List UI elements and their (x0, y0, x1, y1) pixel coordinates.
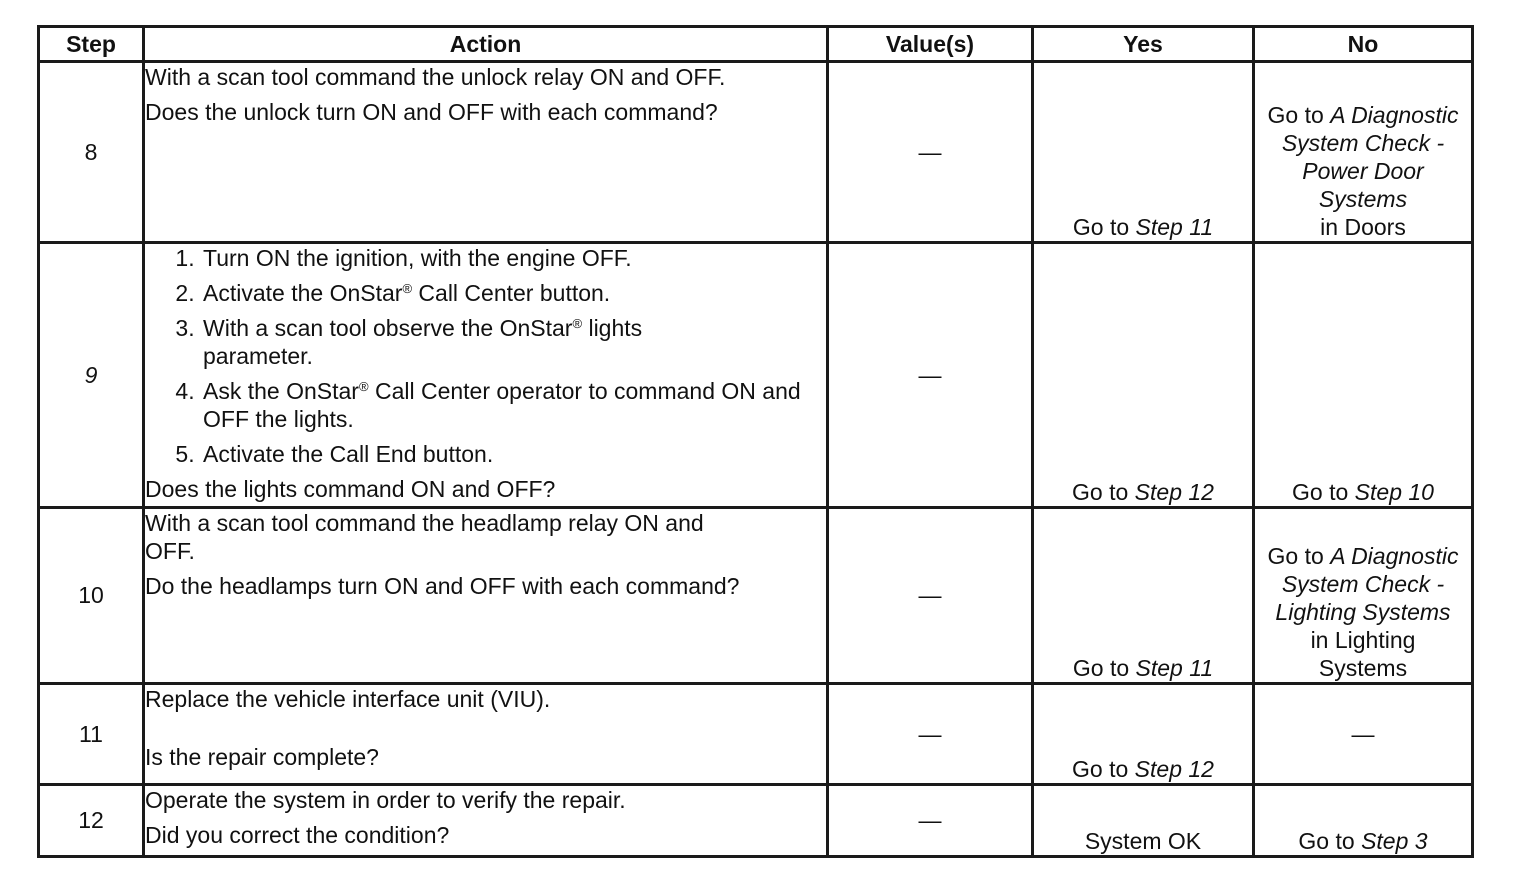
step-number: 11 (39, 684, 144, 785)
action-question: Did you correct the condition? (145, 822, 450, 848)
step-number: 10 (39, 508, 144, 684)
step-number: 8 (39, 62, 144, 243)
action-question: Does the unlock turn ON and OFF with each command? (145, 99, 718, 125)
action-cell (144, 508, 828, 684)
yes-step-link[interactable]: Step 12 (1134, 756, 1214, 782)
value-cell: — (828, 684, 1033, 785)
yes-prefix: Go to (1072, 756, 1135, 782)
action-question: Is the repair complete? (145, 744, 379, 770)
no-step-link[interactable]: Step 10 (1354, 479, 1434, 505)
yes-cell (1033, 62, 1254, 243)
yes-prefix: Go to (1072, 214, 1136, 240)
yes-prefix: Go to (1072, 479, 1135, 505)
action-text: With a scan tool command the unlock relay ON and OFF. (145, 64, 726, 90)
no-reference-link[interactable]: A Diagnostic System Check - Power Door Systems (1281, 102, 1459, 212)
action-step: 1. Turn ON the ignition, with the engine OFF. (201, 244, 826, 272)
header-values: Value(s) (828, 27, 1033, 62)
step-number: 12 (39, 785, 144, 857)
no-cell: — (1254, 684, 1473, 785)
yes-cell (1033, 684, 1254, 785)
header-no: No (1254, 27, 1473, 62)
table-row-step-12 (39, 785, 1473, 857)
action-cell (144, 684, 828, 785)
yes-prefix: Go to (1072, 655, 1136, 681)
no-suffix: in Doors (1320, 214, 1406, 240)
yes-cell (1033, 243, 1254, 508)
value-cell: — (828, 243, 1033, 508)
action-cell (144, 243, 828, 508)
diagnostic-table (37, 25, 1474, 858)
action-step: 3. With a scan tool observe the OnStar® lights parameter. (201, 314, 826, 370)
value-cell: — (828, 785, 1033, 857)
no-cell (1254, 62, 1473, 243)
yes-cell (1033, 508, 1254, 684)
action-question: Does the lights command ON and OFF? (145, 476, 556, 502)
yes-cell: System OK (1033, 785, 1254, 857)
no-prefix: Go to (1267, 543, 1331, 569)
action-step: 4. Ask the OnStar® Call Center operator to command ON and OFF the lights. (201, 377, 826, 433)
action-step: 2. Activate the OnStar® Call Center button. (201, 279, 826, 307)
step-number: 9 (39, 243, 144, 508)
no-prefix: Go to (1292, 479, 1355, 505)
no-suffix: in Lighting Systems (1310, 627, 1416, 681)
header-yes: Yes (1033, 27, 1254, 62)
table-row-step-11 (39, 684, 1473, 785)
yes-step-link[interactable]: Step 11 (1135, 214, 1214, 240)
action-step: 5. Activate the Call End button. (201, 440, 826, 468)
no-cell (1254, 785, 1473, 857)
action-cell (144, 62, 828, 243)
action-text: With a scan tool command the headlamp relay ON and OFF. (145, 510, 704, 564)
value-cell: — (828, 62, 1033, 243)
table-row-step-10 (39, 508, 1473, 684)
action-cell (144, 785, 828, 857)
yes-step-link[interactable]: Step 11 (1135, 655, 1214, 681)
value-cell: — (828, 508, 1033, 684)
action-step-list (145, 244, 826, 468)
action-question: Do the headlamps turn ON and OFF with each command? (145, 573, 740, 599)
header-row (39, 27, 1473, 62)
yes-step-link[interactable]: Step 12 (1134, 479, 1214, 505)
no-cell (1254, 243, 1473, 508)
no-prefix: Go to (1267, 102, 1331, 128)
table-row-step-8 (39, 62, 1473, 243)
action-text: Operate the system in order to verify the repair. (145, 787, 626, 813)
table-row-step-9 (39, 243, 1473, 508)
header-action: Action (144, 27, 828, 62)
action-text: Replace the vehicle interface unit (VIU). (145, 686, 551, 712)
no-cell (1254, 508, 1473, 684)
no-step-link[interactable]: Step 3 (1361, 828, 1428, 854)
no-reference-link[interactable]: A Diagnostic System Check - Lighting Systems (1275, 543, 1459, 625)
header-step: Step (39, 27, 144, 62)
no-prefix: Go to (1298, 828, 1362, 854)
